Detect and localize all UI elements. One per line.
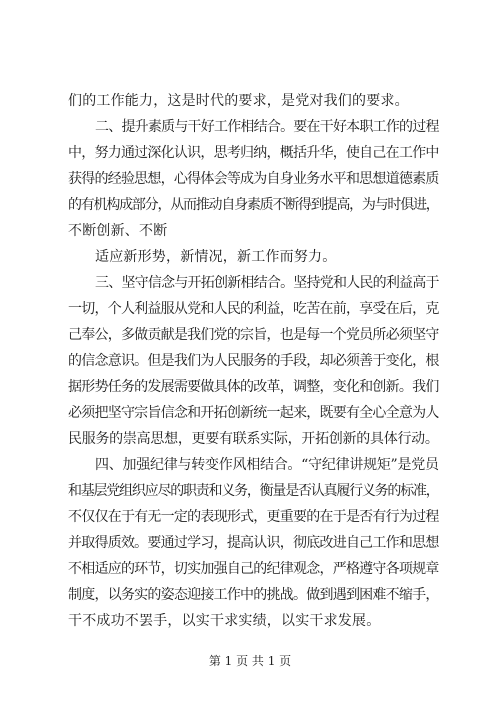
text-line-18: 并取得质效。要通过学习，提高认识，彻底改进自己工作和思想 — [68, 535, 439, 551]
text-line-1: 们的工作能力，这是时代的要求，是党对我们的要求。 — [68, 93, 409, 109]
text-line-15: 四、加强纪律与转变作风相结合。“守纪律讲规矩”是党员 — [95, 457, 439, 473]
text-line-2: 二、提升素质与干好工作相结合。要在干好本职工作的过程 — [95, 119, 439, 135]
text-line-11: 的信念意识。但是我们为人民服务的手段，却必须善于变化，根 — [68, 353, 439, 369]
text-line-16: 和基层党组织应尽的职责和义务，衡量是否认真履行义务的标准， — [68, 483, 439, 499]
text-line-19: 不相适应的环节，切实加强自己的纪律观念，严格遵守各项规章 — [68, 561, 439, 577]
text-line-6: 不断创新、不断 — [68, 223, 168, 239]
text-line-20: 制度，以务实的姿态迎接工作中的挑战。做到遇到困难不缩手， — [68, 587, 439, 603]
text-line-14: 民服务的崇高思想，更要有联系实际，开拓创新的具体行动。 — [68, 431, 439, 447]
text-line-21: 干不成功不罢手，以实干求实绩，以实干求发展。 — [68, 613, 381, 629]
text-line-5: 的有机构成部分，从而推动自身素质不断得到提高，为与时俱进， — [68, 197, 439, 213]
text-line-7: 适应新形势，新情况，新工作而努力。 — [95, 249, 337, 265]
text-line-4: 获得的经验思想，心得体会等成为自身业务水平和思想道德素质 — [68, 171, 439, 187]
text-line-8: 三、坚守信念与开拓创新相结合。坚持党和人民的利益高于 — [95, 275, 439, 291]
text-line-3: 中，努力通过深化认识，思考归纳，概括升华，使自己在工作中 — [68, 145, 439, 161]
text-line-17: 不仅仅在于有无一定的表现形式，更重要的在于是否有行为过程 — [68, 509, 439, 525]
document-body — [68, 88, 440, 634]
text-line-10: 己奉公，多做贡献是我们党的宗旨，也是每一个党员所必须坚守 — [68, 327, 439, 343]
text-line-13: 必须把坚守宗旨信念和开拓创新统一起来，既要有全心全意为人 — [68, 405, 439, 421]
page-number-footer: 第 1 页 共 1 页 — [208, 654, 292, 668]
text-line-9: 一切，个人利益服从党和人民的利益，吃苦在前，享受在后，克 — [68, 301, 439, 317]
text-line-12: 据形势任务的发展需要做具体的改革，调整，变化和创新。我们 — [68, 379, 439, 395]
